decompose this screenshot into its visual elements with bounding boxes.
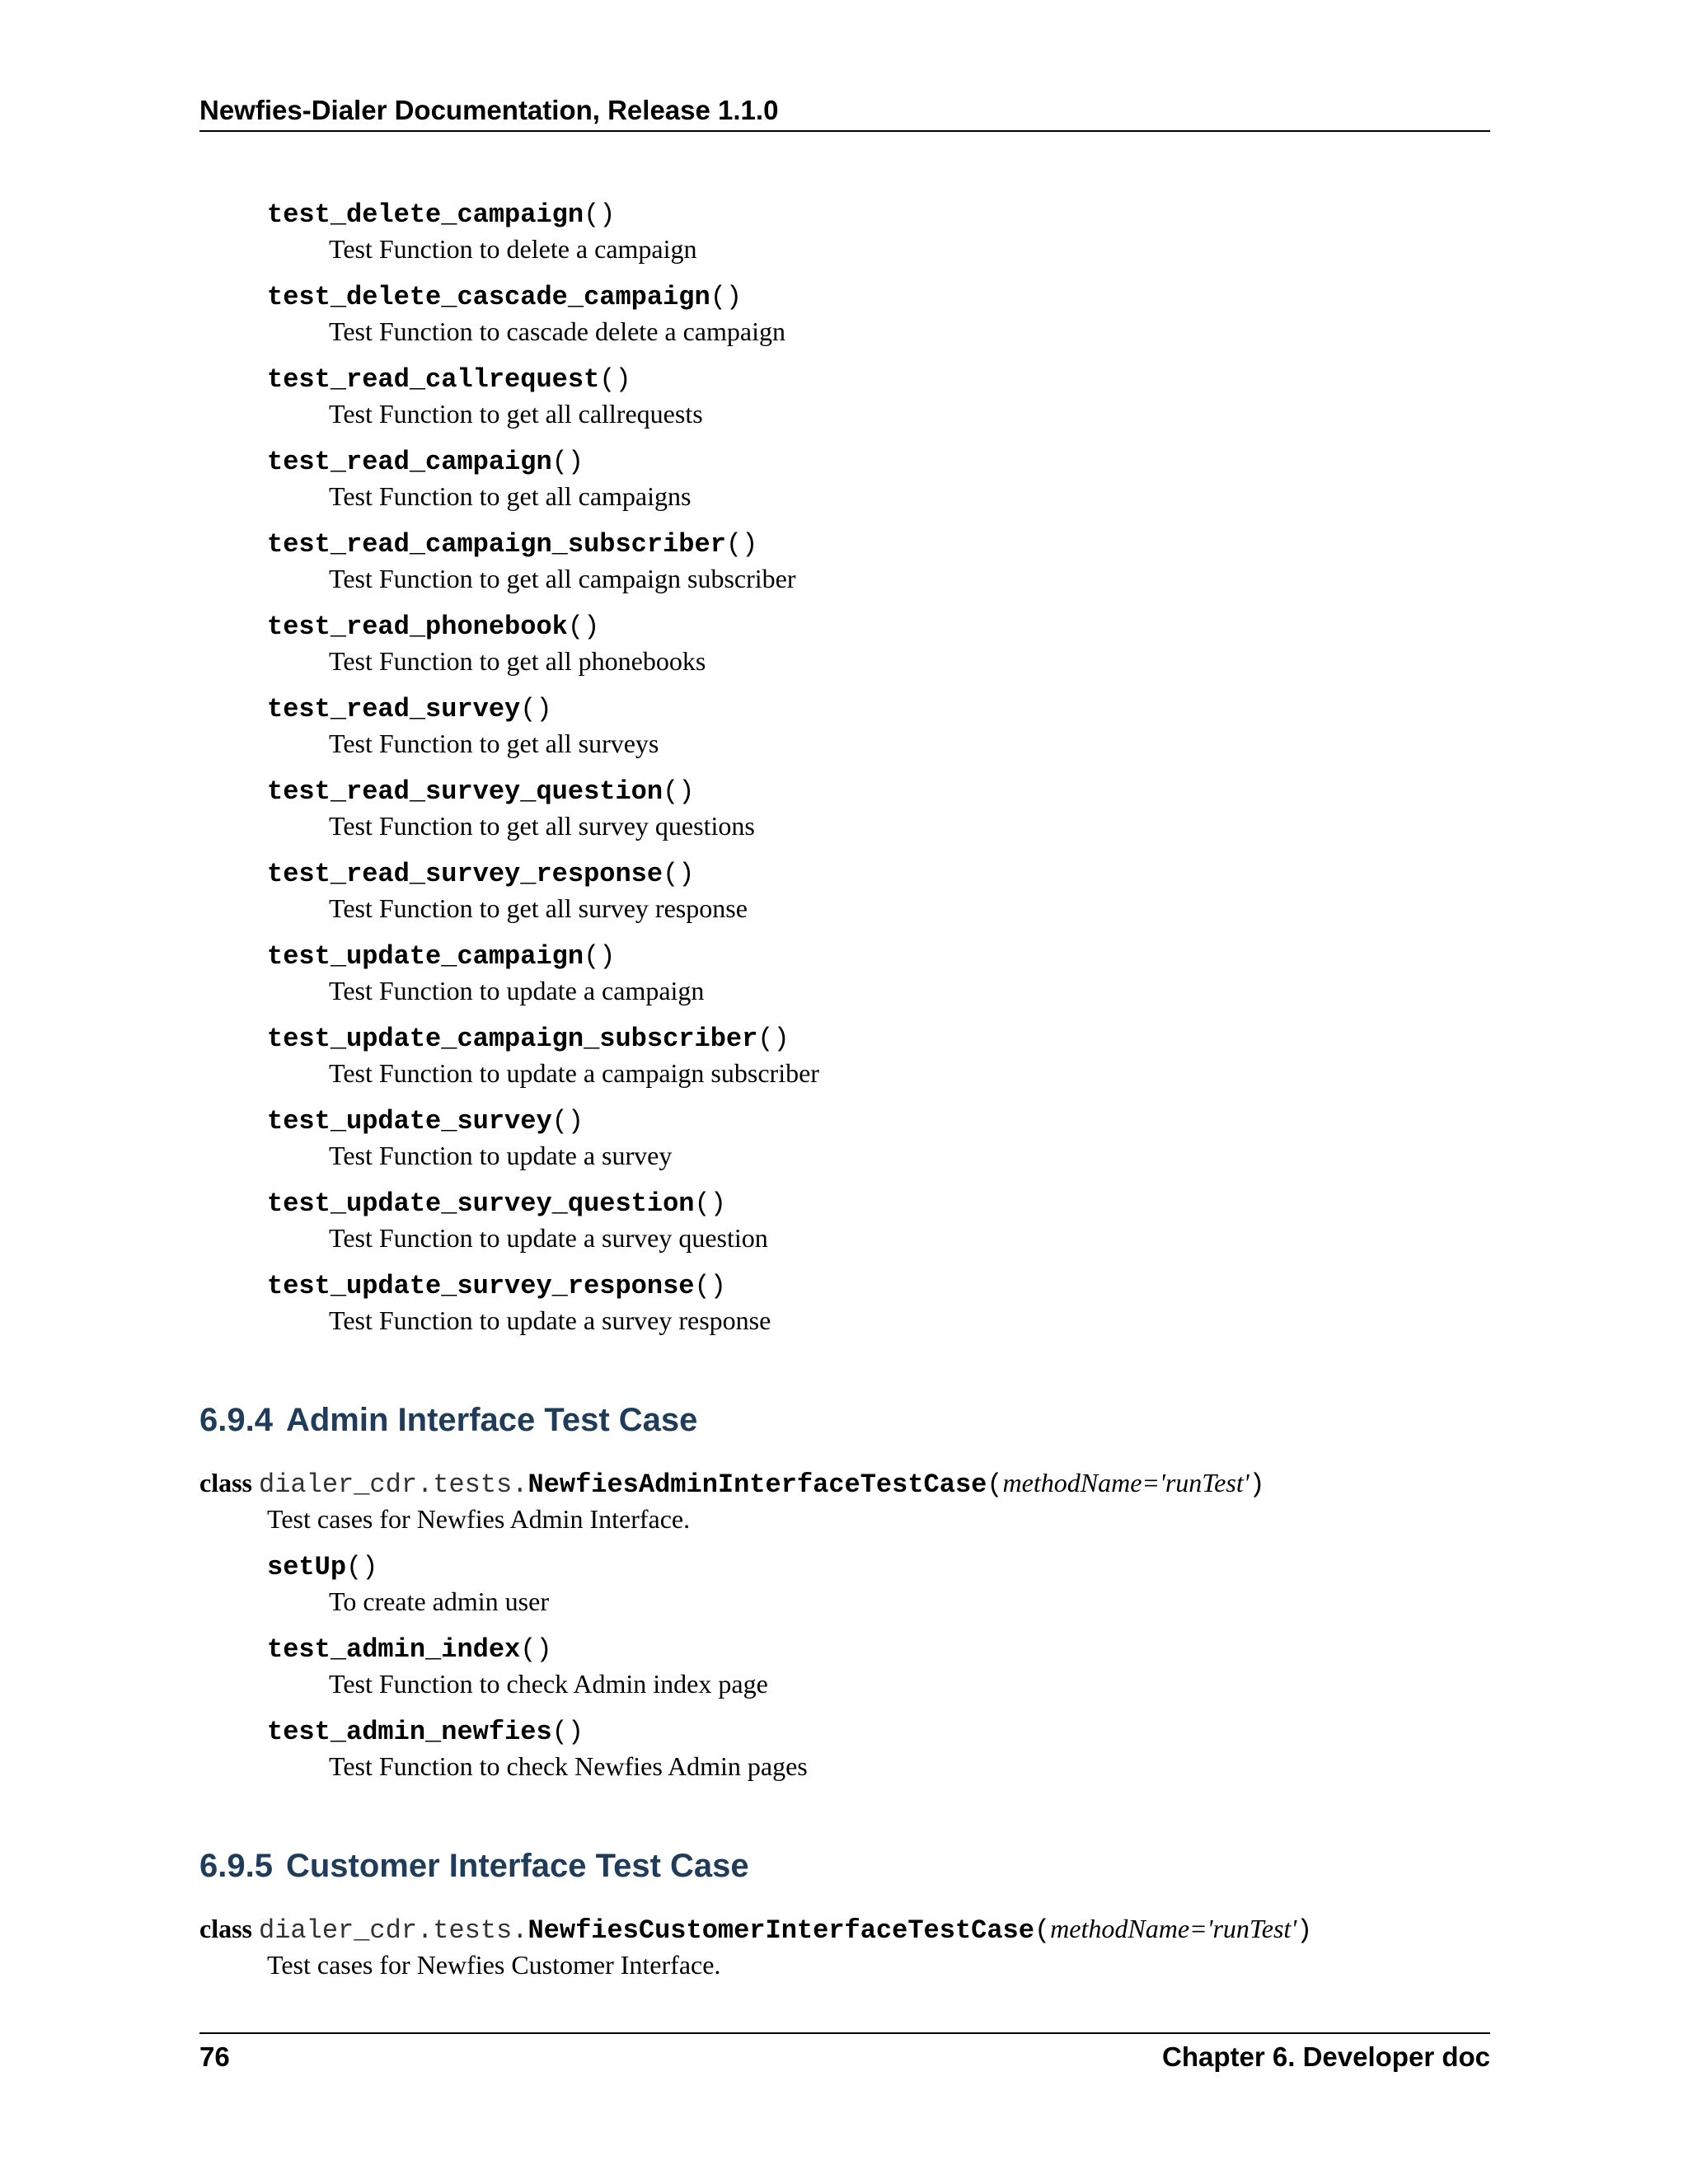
class-module: dialer_cdr.tests. <box>259 1469 528 1500</box>
running-header <box>199 92 1490 132</box>
method-description: Test Function to get all callrequests <box>329 399 703 429</box>
method-parens: () <box>551 1106 584 1137</box>
section-heading-admin <box>199 1399 1490 1441</box>
method-description: Test Function to cascade delete a campaign <box>329 316 785 346</box>
method-parens: () <box>584 199 616 230</box>
class-close-paren: ) <box>1296 1915 1313 1946</box>
method-entry <box>267 280 1490 363</box>
class-signature-customer <box>199 1911 1490 1948</box>
method-parens: () <box>346 1552 378 1582</box>
method-name: test_read_phonebook <box>267 612 568 642</box>
method-entry <box>267 857 1490 940</box>
method-signature <box>267 1550 1490 1585</box>
method-parens: () <box>694 1271 726 1301</box>
method-name: test_update_campaign_subscriber <box>267 1024 758 1054</box>
method-description: Test Function to delete a campaign <box>329 234 697 264</box>
method-signature <box>267 1104 1490 1139</box>
method-description: Test Function to update a campaign <box>329 976 705 1005</box>
method-description: Test Function to get all campaigns <box>329 481 692 511</box>
method-name: test_read_survey_question <box>267 776 663 807</box>
section-heading-customer <box>199 1845 1490 1886</box>
method-parens: () <box>694 1188 726 1219</box>
class-open-paren: ( <box>987 1469 1003 1500</box>
class-close-paren: ) <box>1249 1469 1265 1500</box>
method-entry <box>267 363 1490 445</box>
section-number: 6.9.4 <box>199 1402 273 1438</box>
method-name: test_update_campaign <box>267 941 584 972</box>
method-parens: () <box>551 1717 584 1747</box>
method-name: test_admin_index <box>267 1634 521 1665</box>
chapter-label: Chapter 6. Developer doc <box>1162 2041 1490 2072</box>
method-entry <box>267 1104 1490 1187</box>
method-signature <box>267 610 1490 644</box>
method-name: test_delete_campaign <box>267 199 584 230</box>
method-description: Test Function to get all phonebooks <box>329 646 706 676</box>
method-signature <box>267 445 1490 480</box>
section-title: Admin Interface Test Case <box>285 1402 698 1438</box>
section-title: Customer Interface Test Case <box>285 1848 749 1884</box>
method-signature <box>267 857 1490 892</box>
method-description: Test Function to check Admin index page <box>329 1669 768 1699</box>
class-name: NewfiesCustomerInterfaceTestCase <box>528 1915 1034 1946</box>
method-parens: () <box>520 1634 552 1665</box>
method-name: test_read_campaign_subscriber <box>267 529 726 560</box>
method-name: test_read_callrequest <box>267 364 600 395</box>
method-signature <box>267 198 1490 232</box>
method-parens: () <box>599 364 631 395</box>
header-title: Newfies-Dialer Documentation, Release 1.1.0 <box>199 95 779 125</box>
method-signature <box>267 363 1490 397</box>
footer-rule <box>199 2032 1490 2034</box>
method-description: Test Function to get all surveys <box>329 729 659 758</box>
method-name: test_delete_cascade_campaign <box>267 282 710 312</box>
method-signature <box>267 1633 1490 1667</box>
method-parens: () <box>757 1024 790 1054</box>
method-signature <box>267 1022 1490 1057</box>
method-entry <box>267 940 1490 1022</box>
method-description: Test Function to check Newfies Admin pages <box>329 1751 808 1781</box>
method-signature <box>267 775 1490 809</box>
method-signature <box>267 1187 1490 1221</box>
method-parens: () <box>551 447 584 477</box>
class-description-admin: Test cases for Newfies Admin Interface. <box>267 1504 691 1534</box>
method-signature <box>267 527 1490 562</box>
class-module: dialer_cdr.tests. <box>259 1915 528 1946</box>
method-entry <box>267 775 1490 857</box>
method-entry <box>267 692 1490 775</box>
class-description-customer: Test cases for Newfies Customer Interface. <box>267 1950 721 1980</box>
method-entry <box>267 610 1490 692</box>
method-name: setUp <box>267 1552 347 1582</box>
method-name: test_admin_newfies <box>267 1717 552 1747</box>
method-name: test_read_survey <box>267 694 521 724</box>
section-number: 6.9.5 <box>199 1848 273 1884</box>
method-parens: () <box>710 282 743 312</box>
method-description: Test Function to update a survey <box>329 1141 673 1170</box>
method-parens: () <box>663 859 695 889</box>
class-argument: methodName='runTest' <box>1050 1914 1297 1943</box>
method-parens: () <box>584 941 616 972</box>
method-description: Test Function to update a campaign subscriber <box>329 1058 819 1088</box>
method-signature <box>267 1715 1490 1750</box>
method-entry <box>267 1187 1490 1269</box>
method-description: To create admin user <box>329 1586 549 1616</box>
method-signature <box>267 280 1490 315</box>
method-name: test_update_survey_response <box>267 1271 695 1301</box>
method-description: Test Function to get all survey response <box>329 893 748 923</box>
class-open-paren: ( <box>1034 1915 1051 1946</box>
method-description: Test Function to get all campaign subscriber <box>329 564 796 593</box>
method-signature <box>267 940 1490 974</box>
method-entry <box>267 527 1490 610</box>
method-description: Test Function to update a survey question <box>329 1223 768 1253</box>
method-signature <box>267 1269 1490 1304</box>
class-keyword: class <box>199 1914 252 1943</box>
method-parens: () <box>725 529 758 560</box>
method-description: Test Function to get all survey questions <box>329 811 755 841</box>
method-name: test_read_survey_response <box>267 859 663 889</box>
method-entry <box>267 1550 1490 1633</box>
method-parens: () <box>663 776 695 807</box>
method-description: Test Function to update a survey response <box>329 1305 771 1335</box>
class-keyword: class <box>199 1468 252 1497</box>
method-entry <box>267 1715 1490 1797</box>
method-name: test_read_campaign <box>267 447 552 477</box>
page-number: 76 <box>199 2041 230 2072</box>
class-argument: methodName='runTest' <box>1002 1468 1250 1497</box>
method-signature <box>267 692 1490 727</box>
method-entry <box>267 1633 1490 1715</box>
class-name: NewfiesAdminInterfaceTestCase <box>528 1469 987 1500</box>
method-entry <box>267 445 1490 527</box>
class-signature-admin <box>199 1465 1490 1502</box>
method-name: test_update_survey <box>267 1106 552 1137</box>
running-footer <box>199 2039 1490 2075</box>
page-content <box>199 198 1490 1996</box>
method-parens: () <box>567 612 600 642</box>
method-entry <box>267 1269 1490 1352</box>
method-list-top <box>199 198 1490 1352</box>
method-entry <box>267 198 1490 280</box>
method-parens: () <box>520 694 552 724</box>
method-entry <box>267 1022 1490 1104</box>
method-name: test_update_survey_question <box>267 1188 695 1219</box>
method-list-admin <box>199 1550 1490 1797</box>
